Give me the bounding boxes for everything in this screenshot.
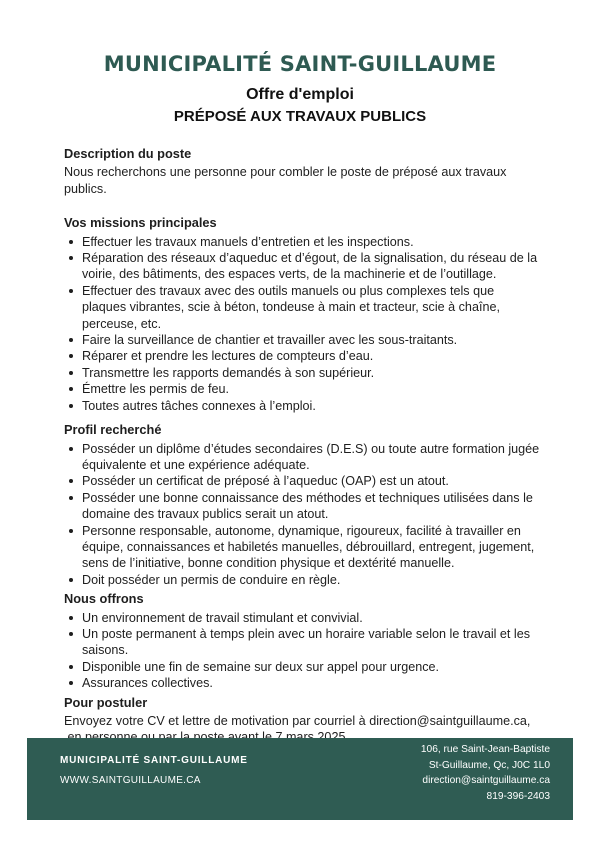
description-text: Nous recherchons une personne pour combler le poste de préposé aux travaux publics. [64, 165, 507, 196]
list-item: Assurances collectives. [82, 675, 540, 691]
list-item: Toutes autres tâches connexes à l’emploi. [82, 398, 540, 414]
offer-heading: Nous offrons [64, 591, 144, 607]
missions-heading: Vos missions principales [64, 215, 217, 231]
list-item: Effectuer des travaux avec des outils manuels ou plus complexes tels que plaques vibrantes, scie à béton, tondeuse à main et tracteur, scie à chaîne, perceuse, etc. [82, 283, 540, 332]
job-title: PRÉPOSÉ AUX TRAVAUX PUBLICS [173, 108, 427, 125]
list-item: Disponible une fin de semaine sur deux sur appel pour urgence. [82, 659, 540, 675]
missions-list [64, 234, 540, 414]
list-item: Doit posséder un permis de conduire en règle. [82, 572, 540, 588]
footer-org-name: MUNICIPALITÉ SAINT-GUILLAUME [60, 755, 248, 766]
list-item: Faire la surveillance de chantier et travailler avec les sous-traitants. [82, 332, 540, 348]
footer-address-line-2: St-Guillaume, Qc, J0C 1L0 [428, 759, 550, 771]
footer-address-line-1: 106, rue Saint-Jean-Baptiste [420, 744, 550, 755]
list-item: Un poste permanent à temps plein avec un horaire variable selon le travail et les saisons. [82, 626, 540, 659]
offer-label: Offre d'emploi [246, 86, 354, 103]
list-item: Personne responsable, autonome, dynamique, rigoureux, facilité à travailler en équipe, connaissances et habiletés manuelles, débrouillard, entregent, jugement, sens de l’initiative, bonne condition physique et dextérité manuelle. [82, 523, 540, 572]
list-item: Réparer et prendre les lectures de compteurs d’eau. [82, 348, 540, 364]
list-item: Émettre les permis de feu. [82, 381, 540, 397]
description-heading: Description du poste [64, 146, 192, 161]
list-item: Un environnement de travail stimulant et convivial. [82, 610, 540, 626]
list-item: Réparation des réseaux d’aqueduc et d’égout, de la signalisation, du réseau de la voirie, des bâtiments, des espaces verts, de la machinerie et de l’outillage. [82, 250, 540, 283]
apply-line-1: Envoyez votre CV et lettre de motivation par courriel à direction@saintguillaume.ca, [64, 714, 531, 728]
document-body [64, 146, 540, 746]
offer-list [64, 610, 540, 692]
footer-contact [421, 742, 550, 804]
footer-banner [27, 738, 573, 820]
list-item: Posséder un certificat de préposé à l’aqueduc (OAP) est un atout. [82, 473, 540, 489]
profile-heading: Profil recherché [64, 422, 162, 438]
apply-heading: Pour postuler [64, 694, 148, 710]
footer-phone: 819-396-2403 [486, 790, 550, 802]
list-item: Effectuer les travaux manuels d’entretien et les inspections. [82, 234, 540, 250]
list-item: Posséder une bonne connaissance des méthodes et techniques utilisées dans le domaine des travaux publics serait un atout. [82, 490, 540, 523]
footer-website-link[interactable]: WWW.SAINTGUILLAUME.CA [60, 775, 201, 786]
footer-email-link[interactable]: direction@saintguillaume.ca [422, 775, 550, 787]
list-item: Posséder un diplôme d’études secondaires (D.E.S) ou toute autre formation jugée équivalente et une expérience adéquate. [82, 441, 540, 472]
profile-list [64, 441, 540, 589]
list-item: Transmettre les rapports demandés à son supérieur. [82, 365, 540, 381]
page-title: MUNICIPALITÉ SAINT-GUILLAUME [103, 52, 497, 76]
